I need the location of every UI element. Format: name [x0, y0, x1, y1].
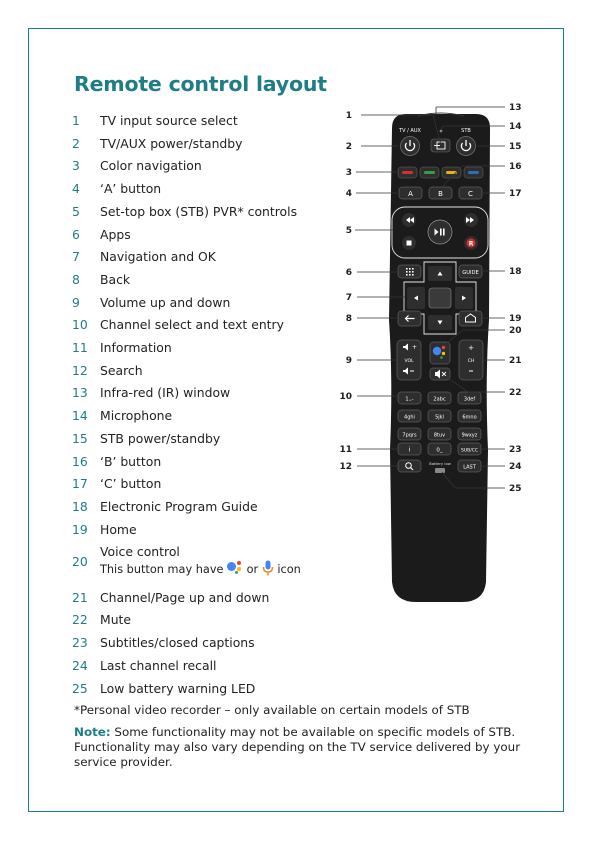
subtitles-button[interactable]	[458, 443, 481, 455]
microphone-dot	[440, 130, 443, 133]
callout-12: 12	[339, 462, 352, 472]
legend-label: Mute	[100, 612, 132, 628]
c-button[interactable]	[459, 187, 482, 199]
legend-label: Subtitles/closed captions	[100, 635, 255, 651]
legend-label: Voice control	[100, 544, 180, 560]
key-9[interactable]	[458, 428, 481, 440]
legend-number: 24	[72, 657, 88, 673]
footnote: *Personal video recorder – only available on certain models of STB	[74, 703, 470, 717]
legend-label: ‘A’ button	[100, 181, 162, 197]
callout-15: 15	[509, 142, 522, 152]
callout-25: 25	[509, 484, 522, 494]
callout-7: 7	[345, 293, 352, 303]
key-2-label: 2abc	[433, 396, 446, 403]
right-button[interactable]	[455, 287, 473, 309]
a-button-label: A	[408, 190, 413, 198]
callout-18: 18	[509, 267, 522, 277]
note-text: Some functionality may not be available on specific models of STB. Functionality may also vary depending on the TV service delivered by your service provider.	[74, 725, 521, 769]
fast-forward-button[interactable]	[464, 213, 478, 227]
callout-1: 1	[345, 111, 352, 121]
legend-label: Volume up and down	[100, 294, 231, 310]
legend-label: Color navigation	[100, 158, 202, 174]
legend-number: 17	[72, 476, 88, 492]
legend-number: 15	[72, 430, 88, 446]
callout-2: 2	[345, 142, 352, 152]
legend-label: TV input source select	[100, 113, 238, 128]
legend-number: 23	[72, 635, 88, 651]
voice-note-after: icon	[277, 563, 301, 577]
callout-19: 19	[509, 314, 522, 324]
legend-number: 8	[72, 271, 80, 287]
home-button[interactable]	[459, 311, 482, 326]
key-4[interactable]	[398, 410, 421, 422]
back-button[interactable]	[398, 311, 421, 326]
legend-number: 21	[72, 589, 88, 605]
record-button[interactable]	[464, 236, 478, 250]
input-source-button[interactable]	[431, 139, 450, 152]
key-5[interactable]	[428, 410, 451, 422]
blue-button[interactable]	[464, 167, 483, 178]
callout-22: 22	[509, 388, 522, 398]
key-0-label: 0_	[436, 447, 443, 454]
last-button[interactable]	[458, 460, 481, 472]
legend-label: Back	[100, 271, 131, 287]
guide-button-label: GUIDE	[462, 270, 479, 276]
guide-button[interactable]	[459, 265, 482, 278]
callout-3: 3	[345, 168, 352, 178]
key-3[interactable]	[458, 392, 481, 404]
legend-label: Channel/Page up and down	[100, 589, 270, 605]
legend-label: STB power/standby	[100, 430, 221, 446]
tv-power-button[interactable]	[401, 137, 420, 156]
key-0[interactable]	[428, 443, 451, 455]
down-button[interactable]	[428, 315, 452, 330]
left-button[interactable]	[407, 287, 425, 309]
mute-button[interactable]	[430, 368, 450, 380]
key-8-label: 8tuv	[433, 432, 446, 439]
legend-number: 7	[72, 249, 80, 265]
ok-button[interactable]	[429, 288, 451, 308]
voice-note-text: This button may have	[100, 563, 224, 577]
legend-label: Channel select and text entry	[100, 317, 284, 333]
subtitles-button-label: SUB/CC	[460, 448, 479, 454]
callout-10: 10	[339, 392, 352, 402]
callout-6: 6	[345, 268, 352, 278]
legend-number: 3	[72, 158, 80, 174]
channel-rocker[interactable]	[459, 340, 483, 380]
key-2[interactable]	[428, 392, 451, 404]
svg-text:+: +	[468, 344, 474, 352]
b-button-label: B	[438, 190, 443, 198]
legend-label: Search	[100, 362, 143, 378]
volume-rocker[interactable]	[397, 340, 421, 380]
callout-24: 24	[509, 462, 522, 472]
legend-number: 1	[72, 113, 80, 128]
callout-23: 23	[509, 445, 522, 455]
legend-number: 16	[72, 453, 88, 469]
legend-label: Set-top box (STB) PVR* controls	[100, 203, 298, 219]
vol-label: VOL	[404, 359, 414, 364]
callout-13: 13	[509, 103, 522, 113]
legend-number: 20	[72, 554, 88, 570]
legend-number: 6	[72, 226, 80, 242]
callout-16: 16	[509, 162, 522, 172]
callout-8: 8	[345, 314, 352, 324]
legend-label: Last channel recall	[100, 657, 217, 673]
callout-21: 21	[509, 356, 522, 366]
info-button-label: i	[408, 446, 411, 454]
legend-number: 12	[72, 362, 88, 378]
legend-label: Infra-red (IR) window	[100, 385, 231, 401]
key-4-label: 4ghi	[404, 414, 415, 421]
voice-button[interactable]	[430, 342, 450, 364]
legend-label: Microphone	[100, 408, 173, 424]
battery-led	[435, 468, 445, 473]
battery-low-label: Battery low	[429, 461, 451, 466]
legend-label: TV/AUX power/standby	[100, 135, 243, 151]
callout-5: 5	[345, 226, 352, 236]
note-label: Note:	[74, 725, 111, 739]
legend-label: ‘B’ button	[100, 453, 162, 469]
legend-number: 2	[72, 135, 80, 151]
legend-number: 14	[72, 408, 88, 424]
callout-4: 4	[345, 189, 352, 199]
key-6[interactable]	[458, 410, 481, 422]
green-button[interactable]	[420, 167, 439, 178]
tv-aux-label: TV / AUX	[399, 128, 421, 134]
up-button[interactable]	[428, 266, 452, 281]
voice-note-or: or	[246, 563, 259, 577]
legend-number: 18	[72, 498, 88, 514]
legend-number: 5	[72, 203, 80, 219]
stop-button[interactable]	[402, 236, 416, 250]
key-9-label: 9wxyz	[461, 432, 478, 439]
key-3-label: 3def	[463, 396, 476, 403]
stb-power-button[interactable]	[457, 137, 476, 156]
legend-label: Navigation and OK	[100, 249, 216, 265]
legend-label: Low battery warning LED	[100, 680, 256, 696]
svg-text:R: R	[468, 240, 474, 248]
yellow-button[interactable]	[442, 167, 461, 178]
apps-button[interactable]	[398, 265, 421, 278]
key-5-label: 5jkl	[435, 414, 444, 421]
callout-20: 20	[509, 326, 522, 336]
callout-11: 11	[339, 445, 352, 455]
ch-label: CH	[467, 359, 475, 364]
b-button[interactable]	[429, 187, 452, 199]
legend-number: 11	[72, 340, 88, 355]
legend-number: 13	[72, 385, 88, 401]
key-7-label: 7pqrs	[402, 432, 417, 439]
play-pause-button[interactable]	[428, 220, 452, 244]
key-7[interactable]	[398, 428, 421, 440]
callout-17: 17	[509, 189, 522, 199]
svg-text:+: +	[412, 344, 418, 351]
search-button[interactable]	[398, 460, 421, 472]
legend-number: 25	[72, 680, 88, 696]
red-button[interactable]	[398, 167, 417, 178]
key-6-label: 6mno	[462, 414, 477, 421]
legend-label: Apps	[100, 226, 131, 242]
legend-label: Information	[100, 340, 172, 355]
rewind-button[interactable]	[402, 213, 416, 227]
legend-label: Electronic Program Guide	[100, 498, 258, 514]
legend-number: 19	[72, 521, 88, 537]
a-button[interactable]	[399, 187, 422, 199]
stb-label: STB	[461, 128, 471, 134]
key-1-label: 1.,-	[405, 396, 414, 403]
info-button[interactable]	[398, 443, 421, 455]
key-8[interactable]	[428, 428, 451, 440]
c-button-label: C	[468, 190, 473, 198]
callout-9: 9	[345, 356, 352, 366]
page-title: Remote control layout	[74, 72, 327, 96]
legend-number: 22	[72, 612, 88, 628]
key-1[interactable]	[398, 392, 421, 404]
legend-number: 4	[72, 181, 80, 197]
legend-label: Home	[100, 521, 137, 537]
legend-number: 9	[72, 294, 80, 310]
legend-number: 10	[72, 317, 88, 333]
callout-14: 14	[509, 122, 522, 132]
last-button-label: LAST	[463, 464, 476, 471]
legend-label: ‘C’ button	[100, 476, 162, 492]
